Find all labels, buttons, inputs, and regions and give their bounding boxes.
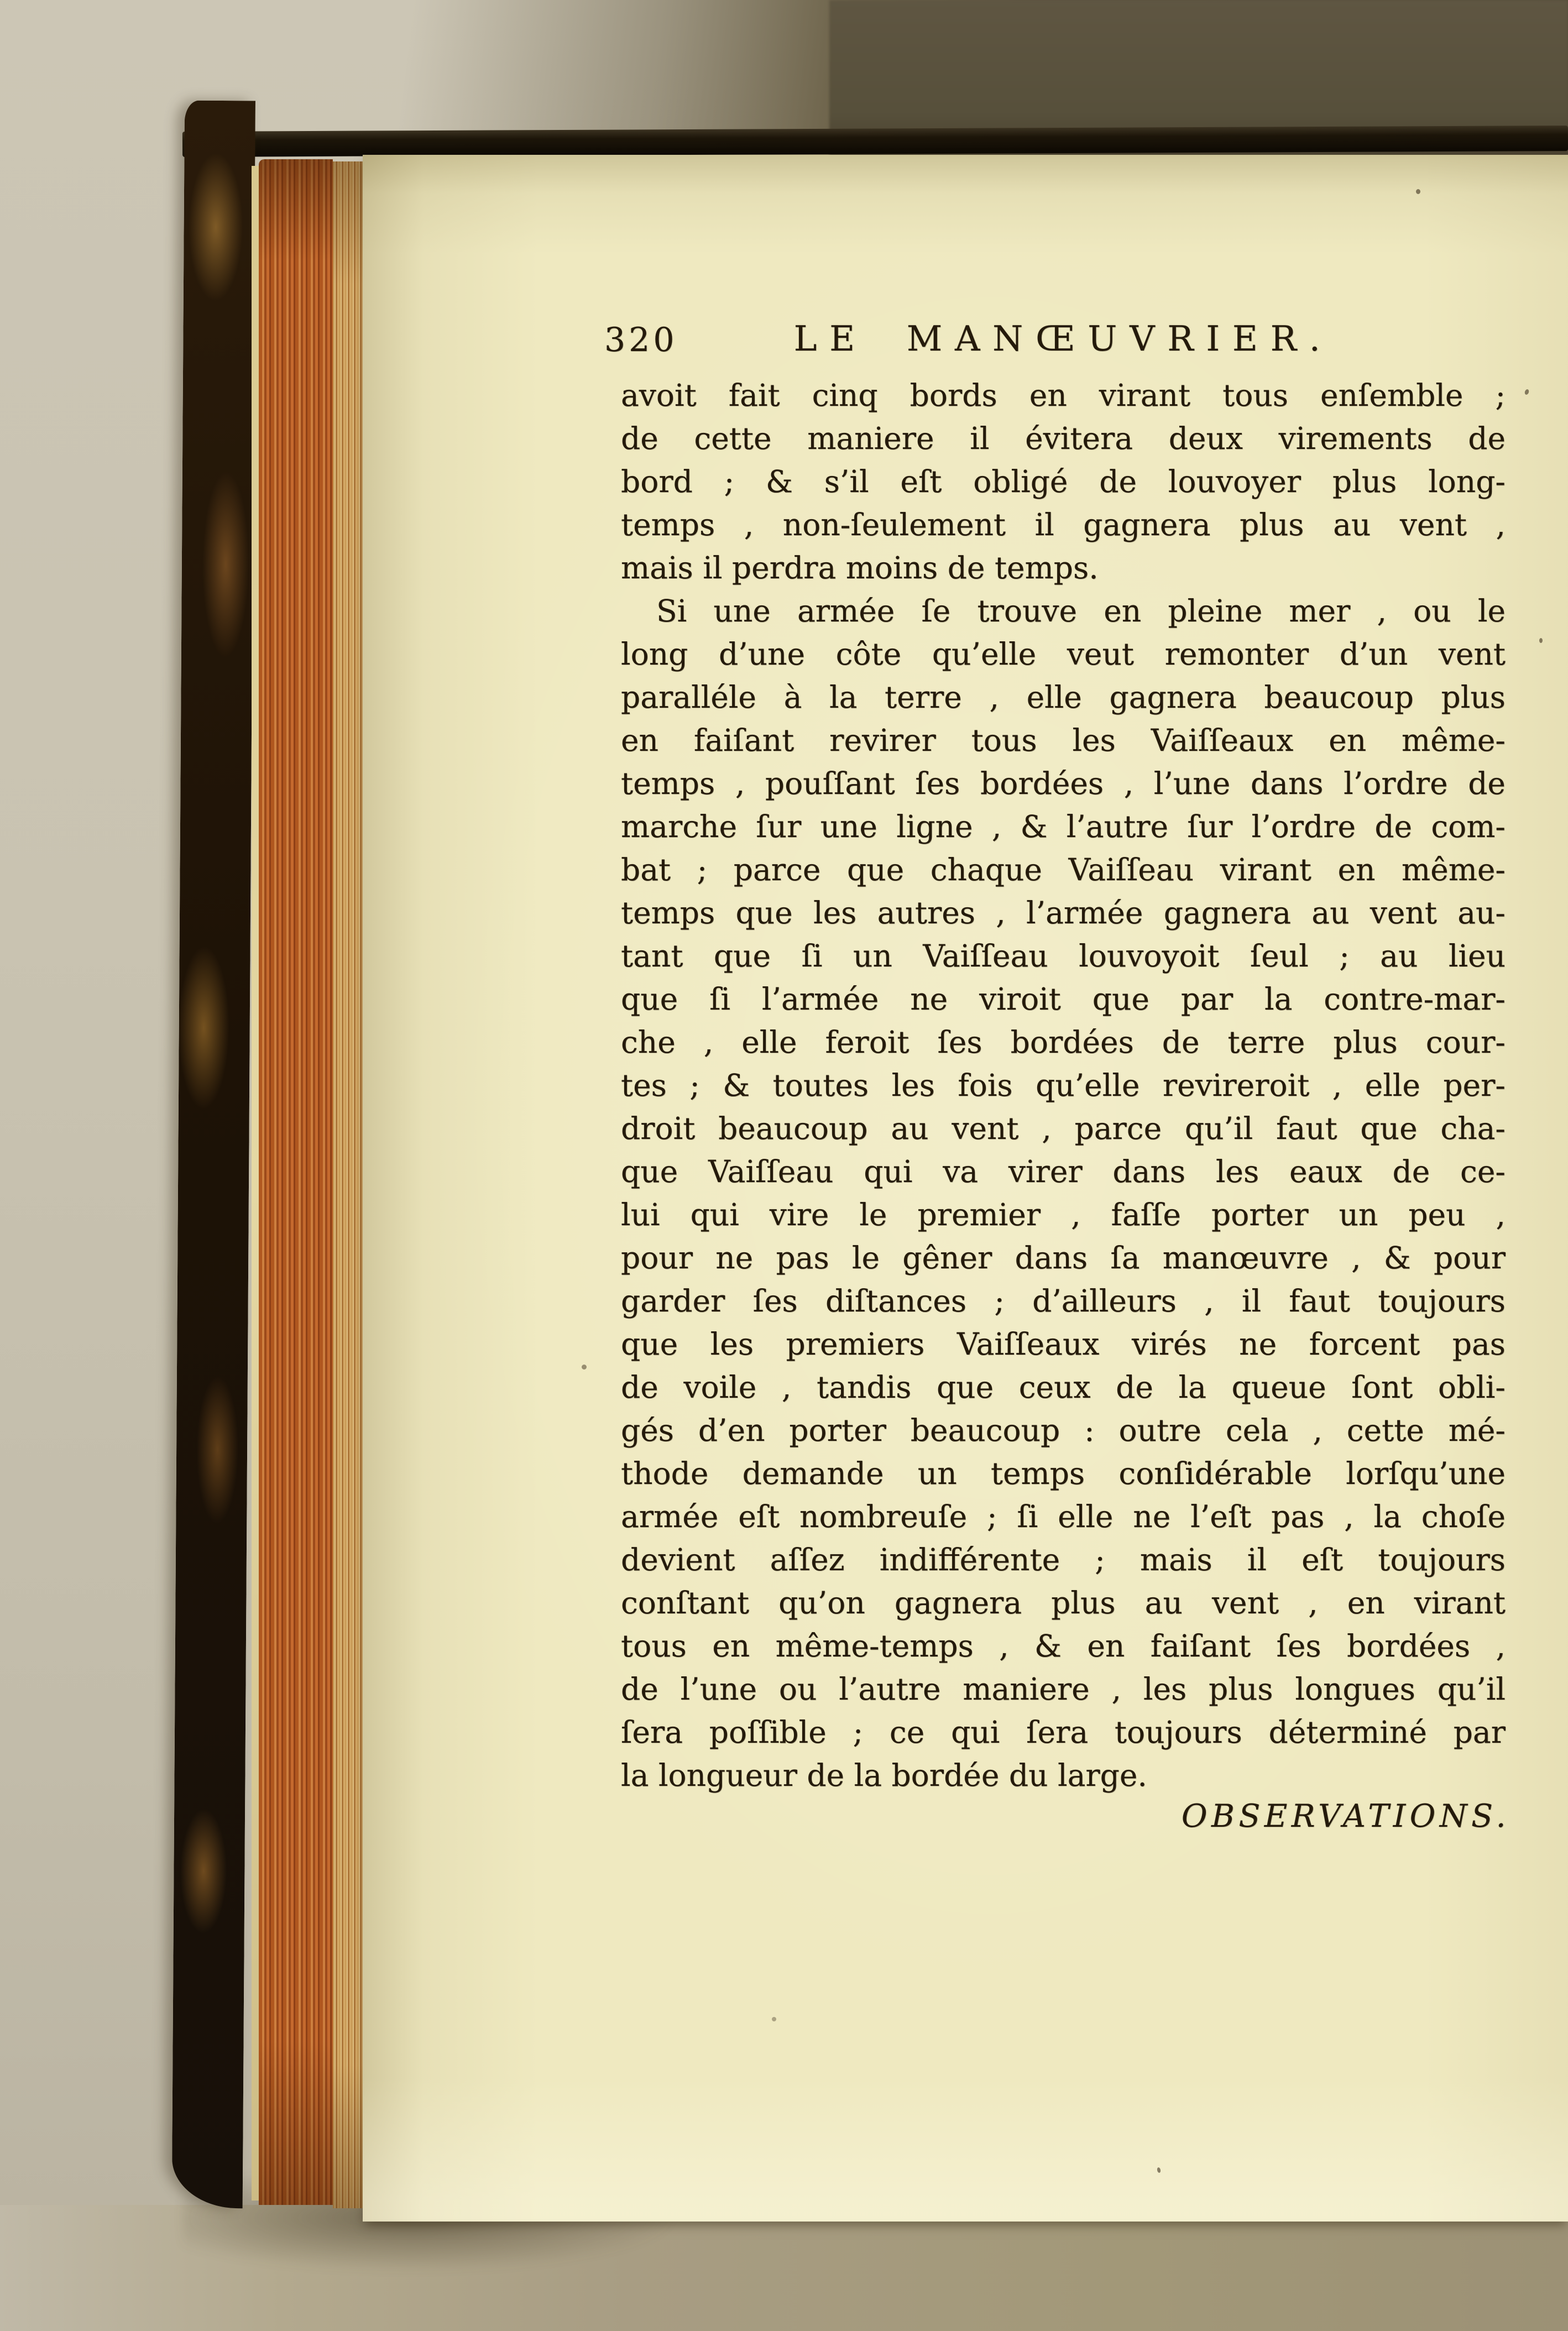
text-line: devient aſſez indifférente ; mais il eſt toujours	[621, 1542, 1506, 1577]
text-line: ſera poſſible ; ce qui ſera toujours déterminé par	[621, 1715, 1506, 1750]
catchword: OBSERVATIONS.	[1181, 1798, 1510, 1835]
text-line: pour ne pas le gêner dans ſa manœuvre , & pour	[621, 1240, 1506, 1276]
text-line: thode demande un temps conſidérable lorſqu’une	[621, 1456, 1506, 1491]
text-line: lui qui vire le premier , faſſe porter un peu ,	[621, 1197, 1506, 1232]
text-line: temps , non-ſeulement il gagnera plus au vent ,	[621, 507, 1506, 542]
foxing-speck	[772, 2017, 776, 2021]
text-line: gés d’en porter beaucoup : outre cela , cette mé-	[621, 1413, 1506, 1448]
body-text	[621, 374, 1506, 1797]
text-line: que ſi l’armée ne viroit que par la contre-mar-	[621, 981, 1506, 1017]
foxing-speck	[582, 1365, 587, 1370]
text-line: bat ; parce que chaque Vaiſſeau virant en même-	[621, 852, 1506, 887]
fore-edge-gilt-strip	[333, 161, 364, 2208]
book-page	[363, 155, 1568, 2222]
text-line: temps , pouſſant ſes bordées , l’une dans l’ordre de	[621, 766, 1506, 801]
text-line: temps que les autres , l’armée gagnera au vent au-	[621, 895, 1506, 931]
text-line: que Vaiſſeau qui va virer dans les eaux de ce-	[621, 1154, 1506, 1189]
text-line: paralléle à la terre , elle gagnera beaucoup plus	[621, 680, 1506, 715]
page-number: 320	[604, 321, 678, 359]
text-line: avoit fait cinq bords en virant tous enſemble ;	[621, 378, 1506, 413]
text-line: que les premiers Vaiſſeaux virés ne forcent pas	[621, 1326, 1506, 1362]
foxing-speck	[1524, 389, 1530, 395]
foxing-speck	[1157, 2167, 1161, 2173]
text-line: tes ; & toutes les fois qu’elle revireroit , elle per-	[621, 1068, 1506, 1103]
text-line: de l’une ou l’autre maniere , les plus longues qu’il	[621, 1671, 1506, 1707]
text-line: garder ſes diſtances ; d’ailleurs , il faut toujours	[621, 1283, 1506, 1319]
text-line: tous en même-temps , & en faiſant ſes bordées ,	[621, 1628, 1506, 1664]
text-line: la longueur de la bordée du large.	[621, 1758, 1147, 1793]
text-line: bord ; & s’il eſt obligé de louvoyer plus long-	[621, 464, 1506, 499]
text-line: marche ſur une ligne , & l’autre ſur l’ordre de com-	[621, 809, 1506, 844]
sprayed-fore-edge	[259, 159, 333, 2205]
text-line: armée eſt nombreuſe ; ſi elle ne l’eſt pas , la choſe	[621, 1499, 1506, 1534]
leather-spine	[172, 101, 255, 2209]
text-line: che , elle feroit ſes bordées de terre plus cour-	[621, 1025, 1506, 1060]
running-title: LE MANŒUVRIER.	[793, 318, 1333, 359]
text-line: de voile , tandis que ceux de la queue ſont obli-	[621, 1370, 1506, 1405]
text-line: mais il perdra moins de temps.	[621, 550, 1099, 586]
text-line: tant que ſi un Vaiſſeau louvoyoit ſeul ; au lieu	[621, 938, 1506, 974]
page-header	[604, 318, 1506, 363]
text-line: long d’une côte qu’elle veut remonter d’un vent	[621, 636, 1506, 672]
text-line: de cette maniere il évitera deux virements de	[621, 421, 1506, 456]
foxing-speck	[1416, 189, 1420, 194]
text-line: droit beaucoup au vent , parce qu’il faut que cha-	[621, 1111, 1506, 1146]
text-line: conſtant qu’on gagnera plus au vent , en virant	[621, 1585, 1506, 1621]
text-line: Si une armée ſe trouve en pleine mer , ou le	[656, 593, 1506, 629]
text-line: en faiſant revirer tous les Vaiſſeaux en même-	[621, 723, 1506, 758]
foxing-speck	[1539, 638, 1543, 643]
